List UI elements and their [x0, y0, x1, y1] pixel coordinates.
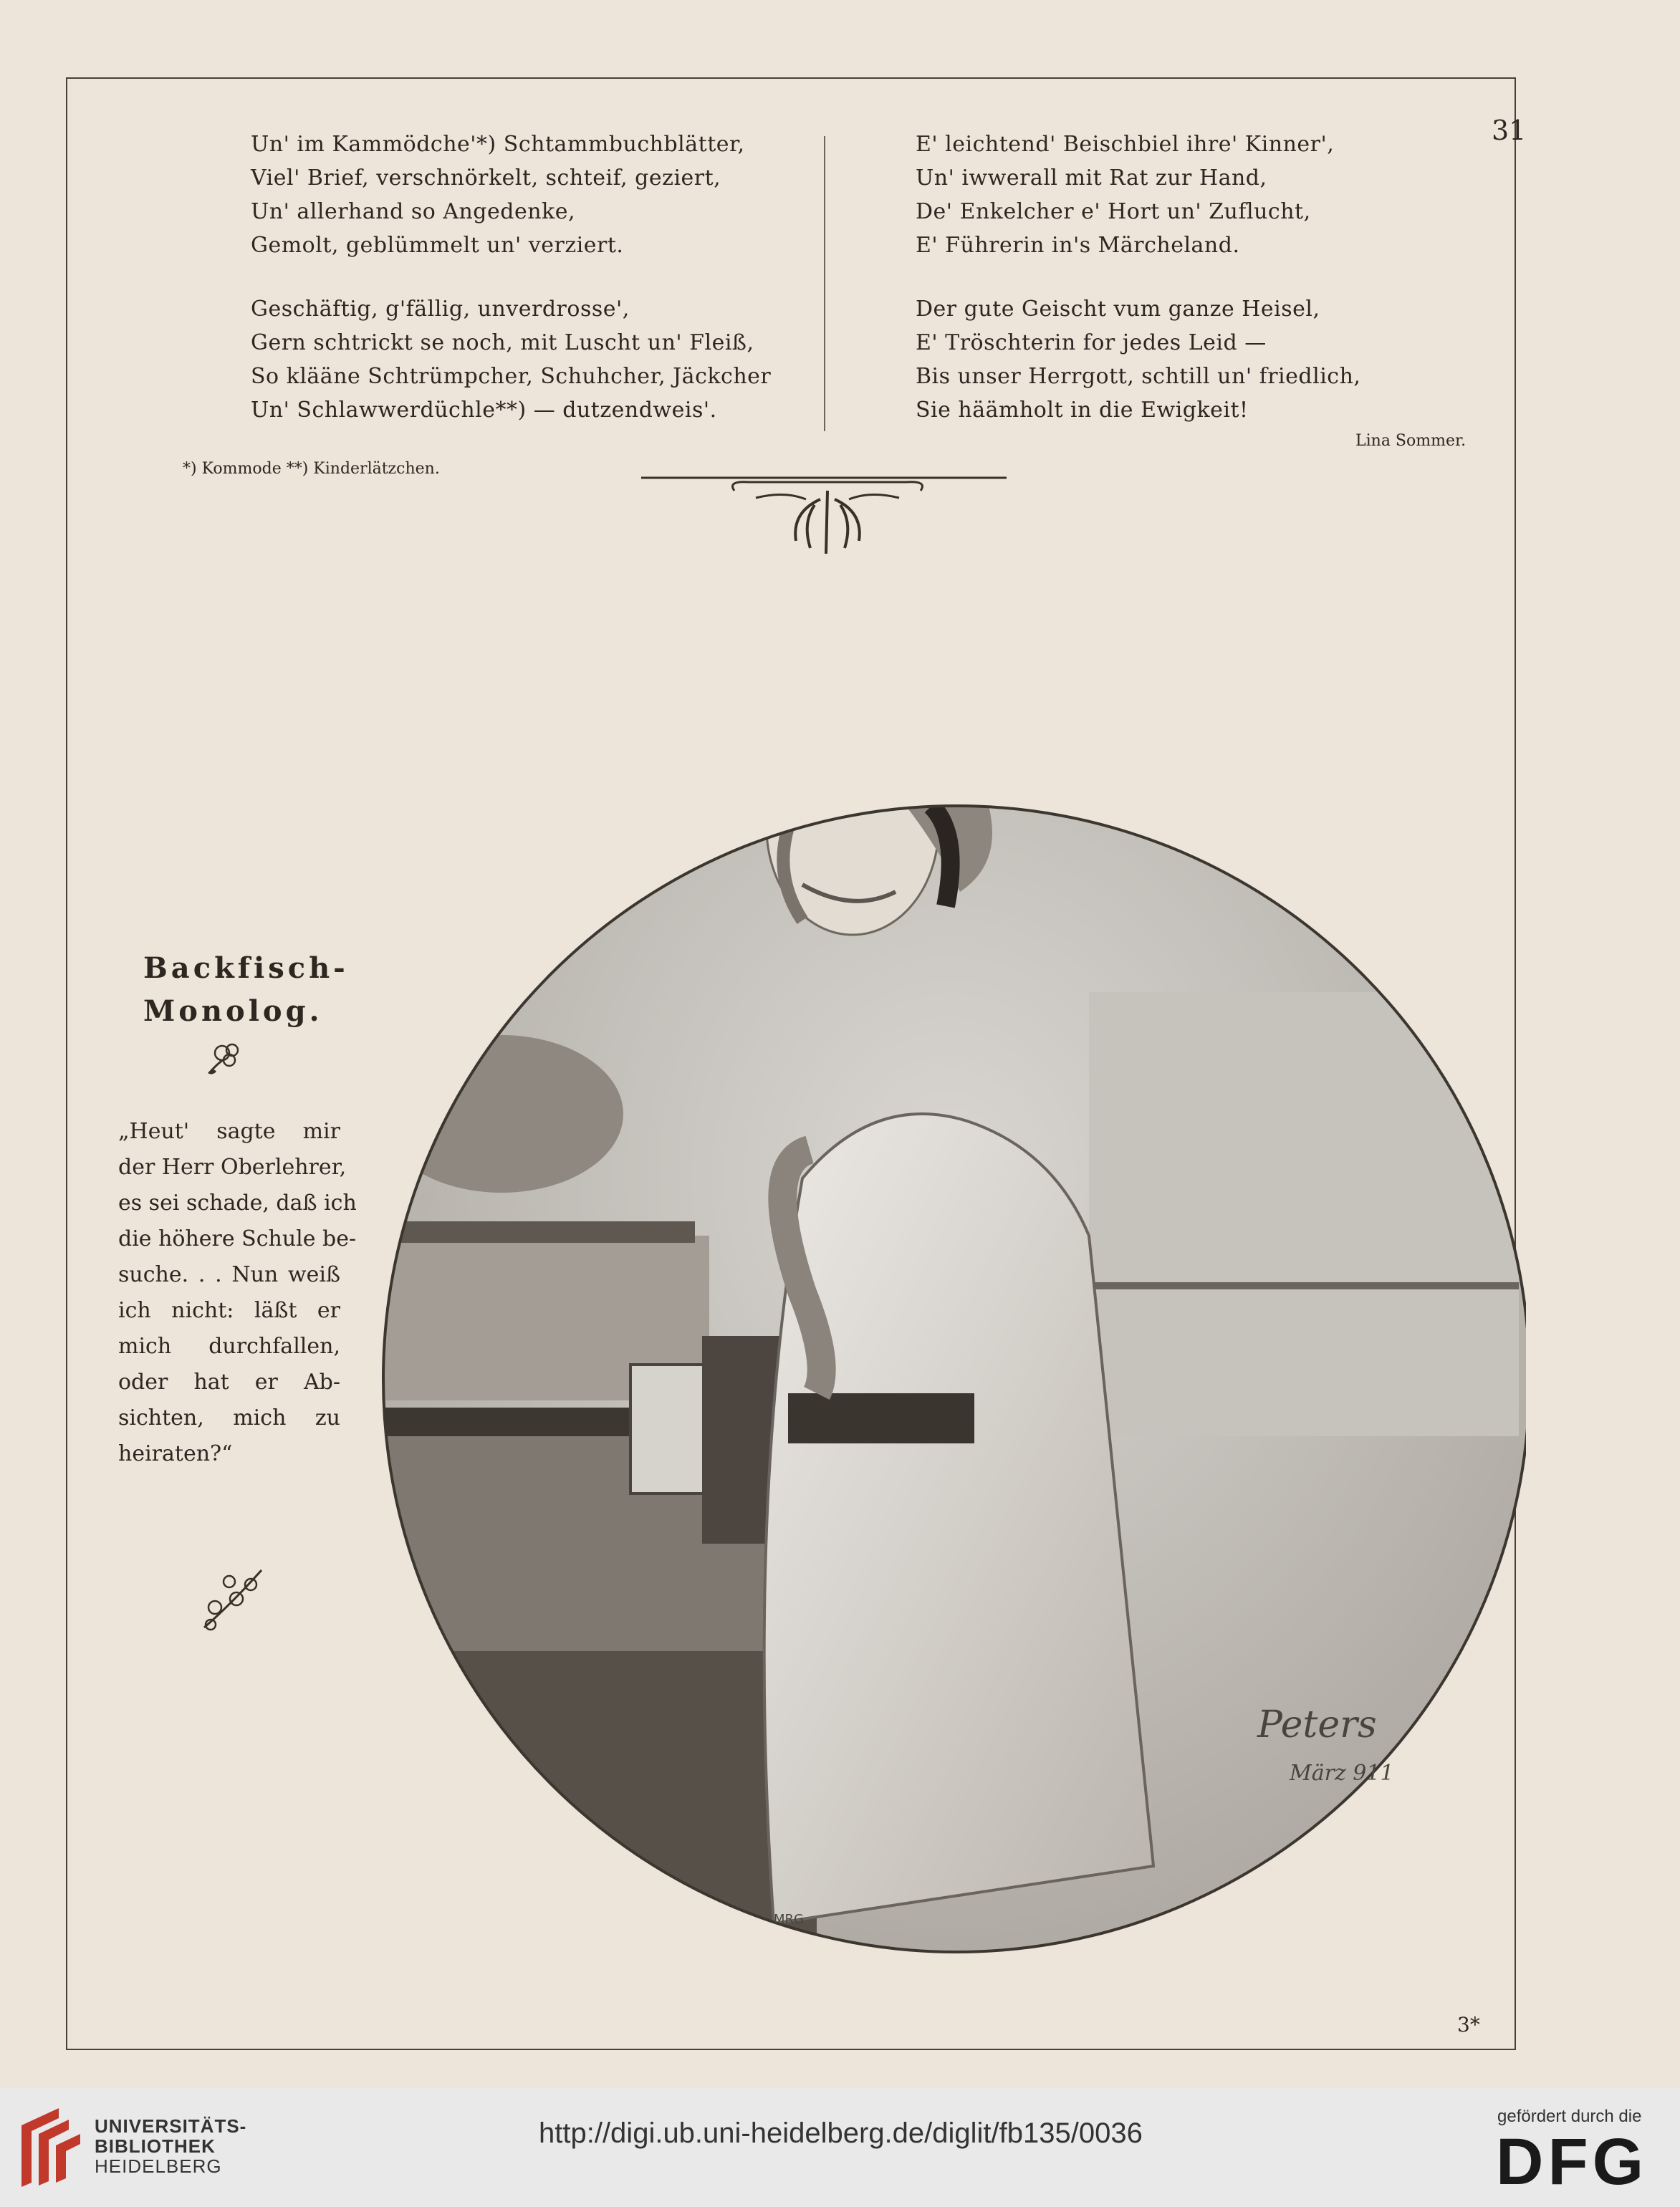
- quote-line: oder hat er Ab-: [118, 1370, 340, 1395]
- artist-signature: Peters: [1257, 1703, 1377, 1746]
- poem-line: Un' allerhand so Angedenke,: [251, 199, 576, 224]
- quote-line: sichten, mich zu: [118, 1405, 340, 1431]
- portrait-illustration: [373, 648, 1526, 1966]
- sprig-ornament-icon: [193, 1556, 272, 1635]
- funded-by-label: gefördert durch die: [1497, 2107, 1642, 2126]
- poem-line: E' Führerin in's Märcheland.: [916, 233, 1240, 258]
- poem-line: Geschäftig, g'fällig, unverdrosse',: [251, 297, 630, 322]
- poem-line: Gern schtrickt se noch, mit Luscht un' Fleiß,: [251, 330, 754, 355]
- poem-footnotes: *) Kommode **) Kinderlätzchen.: [183, 460, 440, 478]
- poem-line: Un' Schlawwerdüchle**) — dutzendweis'.: [251, 398, 717, 423]
- library-name: [95, 2116, 246, 2176]
- library-name-line: BIBLIOTHEK: [95, 2135, 216, 2157]
- poem-line: Sie häämholt in die Ewigkeit!: [916, 398, 1249, 423]
- library-name-line: HEIDELBERG: [95, 2155, 222, 2177]
- column-divider: [824, 136, 825, 431]
- poem-left-column: [251, 128, 771, 457]
- sidebar-title-line: Monolog.: [143, 994, 323, 1028]
- poem-stanza: [251, 128, 771, 262]
- flower-ornament-icon: [201, 1037, 251, 1080]
- quote-line: heiraten?“: [118, 1441, 233, 1466]
- poem-stanza: [916, 128, 1360, 262]
- artist-date: März 911: [1290, 1761, 1394, 1786]
- poem-stanza: [251, 292, 771, 427]
- quote-line: der Herr Oberlehrer,: [118, 1155, 347, 1180]
- poem-author: Lina Sommer.: [1355, 432, 1467, 450]
- dfg-logo[interactable]: DFG: [1496, 2125, 1648, 2198]
- poem-line: Gemolt, geblümmelt un' verziert.: [251, 233, 624, 258]
- quote-line: ich nicht: läßt er: [118, 1298, 340, 1323]
- quote-line: mich durchfallen,: [118, 1334, 340, 1359]
- quote-line: es sei schade, daß ich: [118, 1191, 357, 1216]
- poem-line: E' Tröschterin for jedes Leid —: [916, 330, 1267, 355]
- poem-line: De' Enkelcher e' Hort un' Zuflucht,: [916, 199, 1311, 224]
- sidebar-quote: [118, 1114, 357, 1472]
- sheet-mark: 3*: [1457, 2013, 1480, 2037]
- poem-line: Un' im Kammödche'*) Schtammbuchblätter,: [251, 132, 745, 157]
- sidebar-title: [143, 947, 349, 1033]
- quote-line: die höhere Schule be-: [118, 1226, 357, 1251]
- poem-line: Un' iwwerall mit Rat zur Hand,: [916, 165, 1267, 191]
- poem-line: Der gute Geischt vum ganze Heisel,: [916, 297, 1320, 322]
- quote-line: suche. . . Nun weiß: [118, 1262, 340, 1287]
- poem-stanza: [916, 292, 1360, 427]
- permalink-url[interactable]: http://digi.ub.uni-heidelberg.de/diglit/fb135/0036: [539, 2117, 1143, 2149]
- engraver-mark: MRG: [774, 1912, 804, 1927]
- university-library-logo-icon[interactable]: [16, 2104, 85, 2188]
- quote-line: „Heut' sagte mir: [118, 1119, 340, 1144]
- poem-line: So klääne Schtrümpcher, Schuhcher, Jäckcher: [251, 364, 772, 389]
- sidebar-title-line: Backfisch-: [143, 951, 349, 985]
- divider-ornament: [641, 469, 1014, 562]
- poem-line: Bis unser Herrgott, schtill un' friedlich,: [916, 364, 1361, 389]
- library-name-line: UNIVERSITÄTS-: [95, 2115, 247, 2137]
- page-number: 31: [1492, 115, 1527, 146]
- poem-right-column: [916, 128, 1360, 457]
- poem-line: E' leichtend' Beischbiel ihre' Kinner',: [916, 132, 1335, 157]
- poem-line: Viel' Brief, verschnörkelt, schteif, geziert,: [251, 165, 721, 191]
